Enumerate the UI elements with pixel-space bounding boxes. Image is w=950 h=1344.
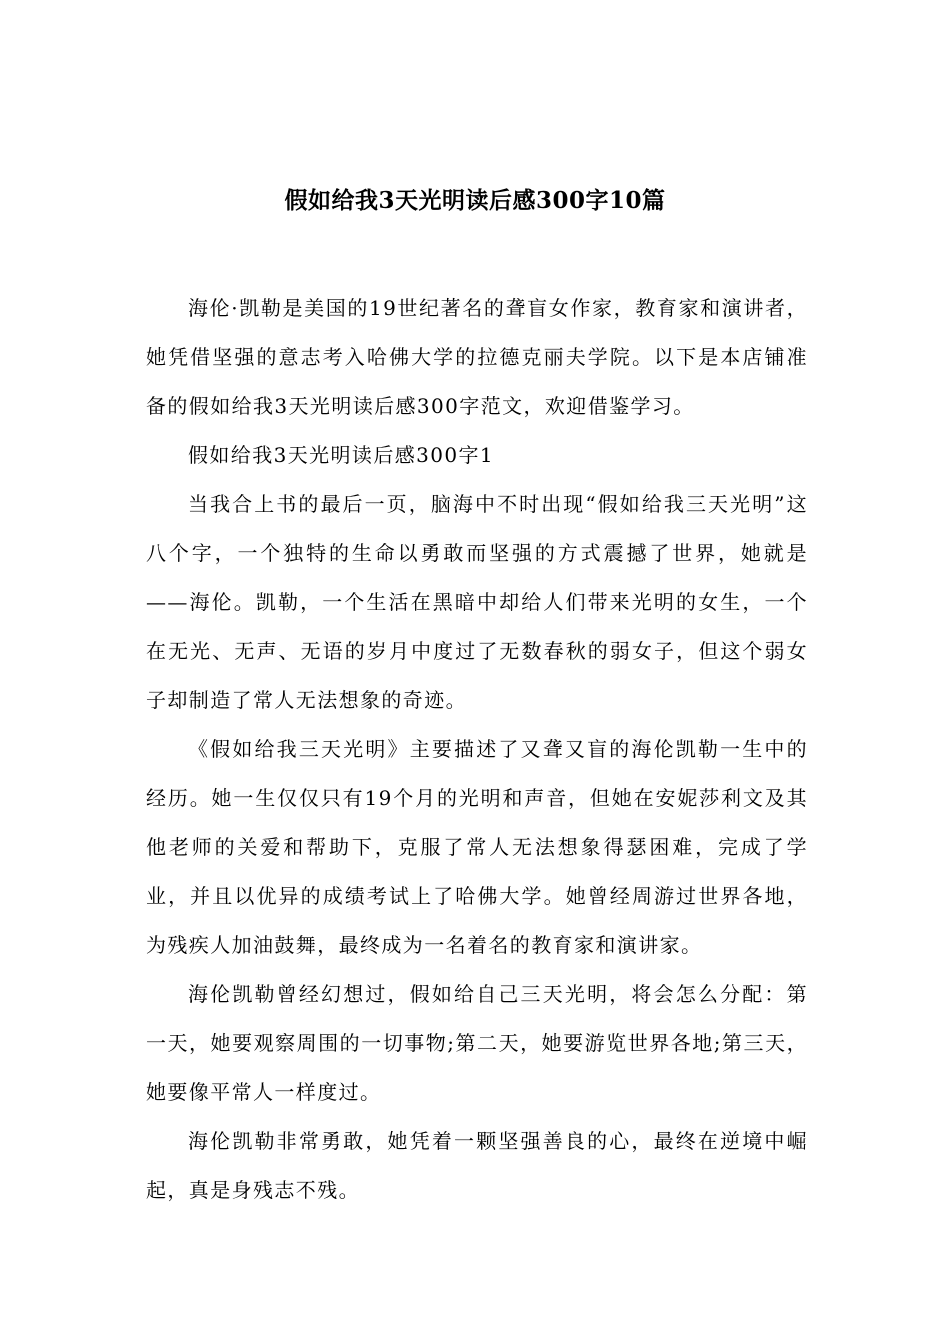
document-body — [146, 284, 808, 1215]
intro-paragraph: 海伦·凯勒是美国的19世纪著名的聋盲女作家，教育家和演讲者，她凭借坚强的意志考入哈佛大学的拉德克丽夫学院。以下是本店铺准备的假如给我3天光明读后感300字范文，欢迎借鉴学习。 — [146, 296, 808, 418]
section-heading: 假如给我3天光明读后感300字1 — [188, 443, 495, 467]
document-title: 假如给我3天光明读后感300字10篇 — [284, 187, 666, 214]
body-paragraph: 海伦凯勒非常勇敢，她凭着一颗坚强善良的心，最终在逆境中崛起，真是身残志不残。 — [146, 1129, 808, 1202]
body-paragraph: 当我合上书的最后一页，脑海中不时出现“假如给我三天光明”这八个字，一个独特的生命以勇敢而坚强的方式震撼了世界，她就是——海伦。凯勒，一个生活在黑暗中却给人们带来光明的女生，一个在无光、无声、无语的岁月中度过了无数春秋的弱女子，但这个弱女子却制造了常人无法想象的奇迹。 — [146, 492, 808, 712]
body-paragraph: 《假如给我三天光明》主要描述了又聋又盲的海伦凯勒一生中的经历。她一生仅仅只有19个月的光明和声音，但她在安妮莎利文及其他老师的关爱和帮助下，克服了常人无法想象得瑟困难，完成了学业，并且以优异的成绩考试上了哈佛大学。她曾经周游过世界各地，为残疾人加油鼓舞，最终成为一名着名的教育家和演讲家。 — [146, 737, 808, 957]
body-paragraph: 海伦凯勒曾经幻想过，假如给自己三天光明，将会怎么分配：第一天，她要观察周围的一切事物;第二天，她要游览世界各地;第三天，她要像平常人一样度过。 — [146, 982, 808, 1104]
